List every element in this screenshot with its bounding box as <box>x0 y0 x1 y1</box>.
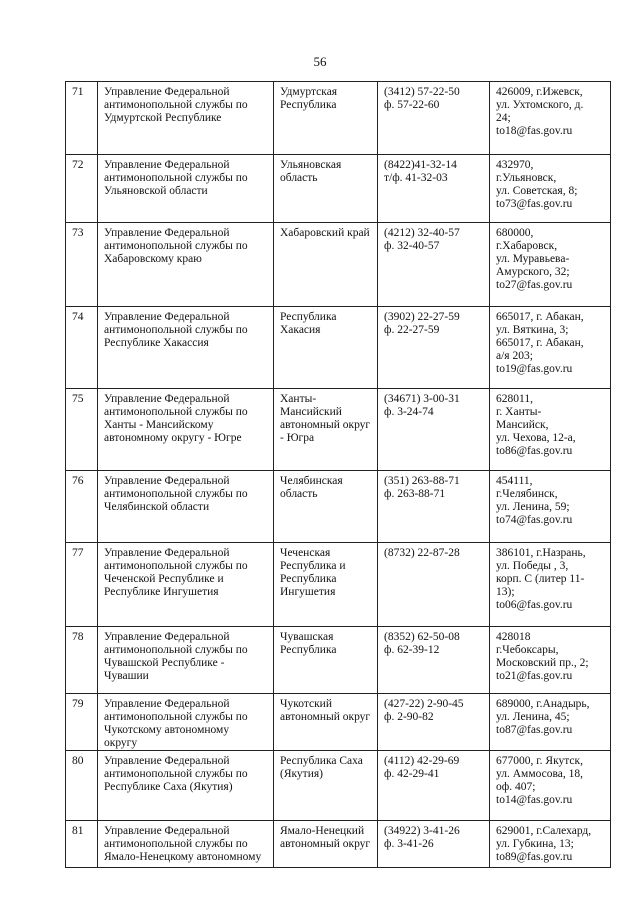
region-name-line: Мансийский <box>280 406 342 418</box>
address-email-line: to74@fas.gov.ru <box>496 514 573 526</box>
table-row <box>66 751 611 821</box>
region-name-line: Чувашская <box>280 631 334 643</box>
address-email-line: ул. Муравьева- <box>496 253 570 265</box>
phone-fax-line: (3412) 57-22-50 <box>384 86 460 98</box>
region-name-line: Хабаровский край <box>280 227 370 239</box>
address-email-line: 24; <box>496 112 511 124</box>
address-email-line: 628011, <box>496 393 533 405</box>
address-email-line: 665017, г. Абакан, <box>496 337 584 349</box>
region-name-line: автономный округ <box>280 838 371 850</box>
region-name-line: Удмуртская <box>280 86 338 98</box>
office-name-cell <box>98 389 274 471</box>
row-number: 71 <box>72 86 84 98</box>
address-email-line: 432970, <box>496 159 534 171</box>
region-name-line: Республика <box>280 311 337 323</box>
address-email-line: ул. Аммосова, 18, <box>496 768 583 780</box>
address-email-line: ул. Чехова, 12-а, <box>496 432 576 444</box>
row-number-cell <box>66 307 98 389</box>
address-email-line: to19@fas.gov.ru <box>496 363 573 375</box>
office-name-cell <box>98 155 274 223</box>
row-number: 75 <box>72 393 84 405</box>
row-number: 72 <box>72 159 84 171</box>
address-email-line: to18@fas.gov.ru <box>496 125 573 137</box>
phone-fax-cell <box>378 82 490 155</box>
address-email-line: 428018 <box>496 631 531 643</box>
office-name-line: Республике Саха (Якутия) <box>104 781 233 793</box>
office-name-line: Чукотскому автономному <box>104 724 230 736</box>
office-name-line: Управление Федеральной <box>104 159 230 171</box>
address-email-cell <box>490 307 611 389</box>
row-number-cell <box>66 82 98 155</box>
phone-fax-cell <box>378 155 490 223</box>
table-row <box>66 307 611 389</box>
office-name-cell <box>98 694 274 751</box>
region-name-line: Челябинская <box>280 475 343 487</box>
address-email-line: 677000, г. Якутск, <box>496 755 583 767</box>
address-email-line: 629001, г.Салехард, <box>496 825 592 837</box>
office-name-cell <box>98 543 274 627</box>
office-name-line: Управление Федеральной <box>104 631 230 643</box>
row-number-cell <box>66 694 98 751</box>
office-name-line: Управление Федеральной <box>104 475 230 487</box>
row-number-cell <box>66 821 98 868</box>
address-email-cell <box>490 543 611 627</box>
address-email-cell <box>490 821 611 868</box>
row-number-cell <box>66 627 98 694</box>
office-name-cell <box>98 82 274 155</box>
address-email-line: ул. Губкина, 13; <box>496 838 574 850</box>
address-email-line: оф. 407; <box>496 781 536 793</box>
office-name-line: Управление Федеральной <box>104 825 230 837</box>
address-email-cell <box>490 694 611 751</box>
phone-fax-cell <box>378 751 490 821</box>
table-row <box>66 223 611 307</box>
office-name-line: Чувашии <box>104 670 149 682</box>
region-name-cell <box>274 627 378 694</box>
office-name-line: Управление Федеральной <box>104 698 230 710</box>
table-row <box>66 543 611 627</box>
phone-fax-line: (8422)41-32-14 <box>384 159 457 171</box>
address-email-line: to21@fas.gov.ru <box>496 670 573 682</box>
office-name-cell <box>98 307 274 389</box>
office-name-line: антимонопольной службы по <box>104 711 248 723</box>
address-email-line: ул. Победы , 3, <box>496 560 569 572</box>
region-name-cell <box>274 389 378 471</box>
phone-fax-line: ф. 42-29-41 <box>384 768 440 780</box>
phone-fax-line: (8352) 62-50-08 <box>384 631 460 643</box>
phone-fax-cell <box>378 307 490 389</box>
office-name-line: антимонопольной службы по <box>104 838 248 850</box>
phone-fax-line: ф. 22-27-59 <box>384 324 440 336</box>
office-name-cell <box>98 471 274 543</box>
phone-fax-cell <box>378 694 490 751</box>
office-name-line: Управление Федеральной <box>104 755 230 767</box>
phone-fax-line: (8732) 22-87-28 <box>384 547 460 559</box>
office-name-line: антимонопольной службы по <box>104 240 248 252</box>
address-email-line: г.Ульяновск, <box>496 172 557 184</box>
table-row <box>66 694 611 751</box>
phone-fax-line: (34922) 3-41-26 <box>384 825 460 837</box>
row-number: 78 <box>72 631 84 643</box>
office-name-cell <box>98 627 274 694</box>
office-name-line: автономному округу - Югре <box>104 432 242 444</box>
phone-fax-cell <box>378 471 490 543</box>
address-email-line: г.Хабаровск, <box>496 240 558 252</box>
region-name-line: Республика <box>280 99 337 111</box>
address-email-line: Амурского, 32; <box>496 266 570 278</box>
region-name-line: Республика <box>280 573 337 585</box>
row-number: 74 <box>72 311 84 323</box>
office-name-cell <box>98 223 274 307</box>
office-name-line: Управление Федеральной <box>104 86 230 98</box>
table-row <box>66 389 611 471</box>
address-email-line: to14@fas.gov.ru <box>496 794 573 806</box>
phone-fax-line: ф. 3-24-74 <box>384 406 434 418</box>
address-email-line: 386101, г.Назрань, <box>496 547 586 559</box>
address-email-line: 454111, <box>496 475 533 487</box>
phone-fax-line: ф. 2-90-82 <box>384 711 434 723</box>
row-number-cell <box>66 223 98 307</box>
region-name-line: Хакасия <box>280 324 321 336</box>
page-number: 56 <box>313 54 327 69</box>
phone-fax-line: ф. 263-88-71 <box>384 488 446 500</box>
address-email-line: ул. Ленина, 45; <box>496 711 570 723</box>
office-name-line: антимонопольной службы по <box>104 172 248 184</box>
address-email-cell <box>490 155 611 223</box>
address-email-line: to89@fas.gov.ru <box>496 851 573 863</box>
row-number-cell <box>66 389 98 471</box>
office-name-line: антимонопольной службы по <box>104 768 248 780</box>
region-name-line: Республика <box>280 644 337 656</box>
address-email-line: Московский пр., 2; <box>496 657 589 669</box>
address-email-line: 680000, <box>496 227 534 239</box>
office-name-line: Удмуртской Республике <box>104 112 222 124</box>
region-name-cell <box>274 155 378 223</box>
phone-fax-cell <box>378 543 490 627</box>
office-name-cell <box>98 751 274 821</box>
region-name-line: (Якутия) <box>280 768 323 780</box>
phone-fax-line: т/ф. 41-32-03 <box>384 172 448 184</box>
region-name-cell <box>274 307 378 389</box>
address-email-line: ул. Советская, 8; <box>496 185 578 197</box>
row-number: 80 <box>72 755 84 767</box>
region-name-line: область <box>280 172 318 184</box>
region-name-cell <box>274 751 378 821</box>
region-name-line: Чукотский <box>280 698 332 710</box>
region-name-cell <box>274 694 378 751</box>
table-row <box>66 471 611 543</box>
phone-fax-cell <box>378 821 490 868</box>
office-name-line: Ямало-Ненецкому автономному <box>104 851 262 863</box>
address-email-line: 426009, г.Ижевск, <box>496 86 583 98</box>
region-name-cell <box>274 223 378 307</box>
office-name-line: Управление Федеральной <box>104 393 230 405</box>
office-name-line: Чеченской Республике и <box>104 573 224 585</box>
region-name-line: Ханты- <box>280 393 317 405</box>
address-email-line: г.Челябинск, <box>496 488 558 500</box>
office-name-line: Челябинской области <box>104 501 210 513</box>
row-number: 76 <box>72 475 84 487</box>
row-number: 81 <box>72 825 84 837</box>
region-name-cell <box>274 82 378 155</box>
office-name-line: Управление Федеральной <box>104 227 230 239</box>
table-row <box>66 155 611 223</box>
region-name-line: Ульяновская <box>280 159 342 171</box>
row-number: 73 <box>72 227 84 239</box>
office-name-line: Республике Хакассия <box>104 337 209 349</box>
address-email-line: 13); <box>496 586 515 598</box>
office-name-line: антимонопольной службы по <box>104 99 248 111</box>
phone-fax-line: (4212) 32-40-57 <box>384 227 460 239</box>
office-name-line: Хабаровскому краю <box>104 253 202 265</box>
address-email-line: Мансийск, <box>496 419 549 431</box>
address-email-line: to27@fas.gov.ru <box>496 279 573 291</box>
office-name-line: антимонопольной службы по <box>104 488 248 500</box>
address-email-cell <box>490 627 611 694</box>
address-email-line: to87@fas.gov.ru <box>496 724 573 736</box>
address-email-line: 689000, г.Анадырь, <box>496 698 590 710</box>
address-email-line: to73@fas.gov.ru <box>496 198 573 210</box>
office-name-line: Управление Федеральной <box>104 311 230 323</box>
office-name-line: Ульяновской области <box>104 185 208 197</box>
phone-fax-line: (4112) 42-29-69 <box>384 755 460 767</box>
office-name-cell <box>98 821 274 868</box>
address-email-cell <box>490 82 611 155</box>
address-email-line: а/я 203; <box>496 350 533 362</box>
phone-fax-line: (34671) 3-00-31 <box>384 393 460 405</box>
office-name-line: антимонопольной службы по <box>104 644 248 656</box>
region-name-cell <box>274 821 378 868</box>
phone-fax-line: (427-22) 2-90-45 <box>384 698 464 710</box>
region-name-line: - Югра <box>280 432 315 444</box>
region-name-line: Республика и <box>280 560 346 572</box>
row-number: 77 <box>72 547 84 559</box>
phone-fax-line: ф. 32-40-57 <box>384 240 440 252</box>
table-body <box>66 82 611 868</box>
office-name-line: антимонопольной службы по <box>104 406 248 418</box>
office-name-line: Ханты - Мансийскому <box>104 419 214 431</box>
table-row <box>66 627 611 694</box>
region-name-cell <box>274 543 378 627</box>
table-row <box>66 82 611 155</box>
office-name-line: антимонопольной службы по <box>104 560 248 572</box>
region-name-line: Чеченская <box>280 547 331 559</box>
table-row <box>66 821 611 868</box>
region-name-line: область <box>280 488 318 500</box>
phone-fax-line: ф. 62-39-12 <box>384 644 440 656</box>
address-email-line: корп. С (литер 11- <box>496 573 585 585</box>
region-name-line: Ингушетия <box>280 586 336 598</box>
office-name-line: округу <box>104 737 138 749</box>
phone-fax-line: (351) 263-88-71 <box>384 475 460 487</box>
address-email-cell <box>490 223 611 307</box>
row-number-cell <box>66 543 98 627</box>
address-email-line: ул. Ленина, 59; <box>496 501 570 513</box>
row-number-cell <box>66 471 98 543</box>
region-name-line: автономный округ <box>280 419 371 431</box>
row-number-cell <box>66 751 98 821</box>
region-name-line: автономный округ <box>280 711 371 723</box>
address-email-line: г. Ханты- <box>496 406 542 418</box>
office-name-line: антимонопольной службы по <box>104 324 248 336</box>
address-email-line: ул. Вяткина, 3; <box>496 324 569 336</box>
address-email-line: 665017, г. Абакан, <box>496 311 584 323</box>
phone-fax-cell <box>378 389 490 471</box>
office-name-line: Республике Ингушетия <box>104 586 219 598</box>
address-email-cell <box>490 471 611 543</box>
phone-fax-line: (3902) 22-27-59 <box>384 311 460 323</box>
phone-fax-cell <box>378 627 490 694</box>
phone-fax-cell <box>378 223 490 307</box>
region-name-line: Республика Саха <box>280 755 363 767</box>
address-email-cell <box>490 751 611 821</box>
address-email-line: to86@fas.gov.ru <box>496 445 573 457</box>
phone-fax-line: ф. 3-41-26 <box>384 838 434 850</box>
address-email-line: to06@fas.gov.ru <box>496 599 573 611</box>
fas-offices-table <box>65 81 611 868</box>
office-name-line: Чувашской Республике - <box>104 657 225 669</box>
region-name-cell <box>274 471 378 543</box>
phone-fax-line: ф. 57-22-60 <box>384 99 440 111</box>
address-email-cell <box>490 389 611 471</box>
office-name-line: Управление Федеральной <box>104 547 230 559</box>
address-email-line: ул. Ухтомского, д. <box>496 99 584 111</box>
region-name-line: Ямало-Ненецкий <box>280 825 365 837</box>
address-email-line: г.Чебоксары, <box>496 644 559 656</box>
row-number-cell <box>66 155 98 223</box>
row-number: 79 <box>72 698 84 710</box>
